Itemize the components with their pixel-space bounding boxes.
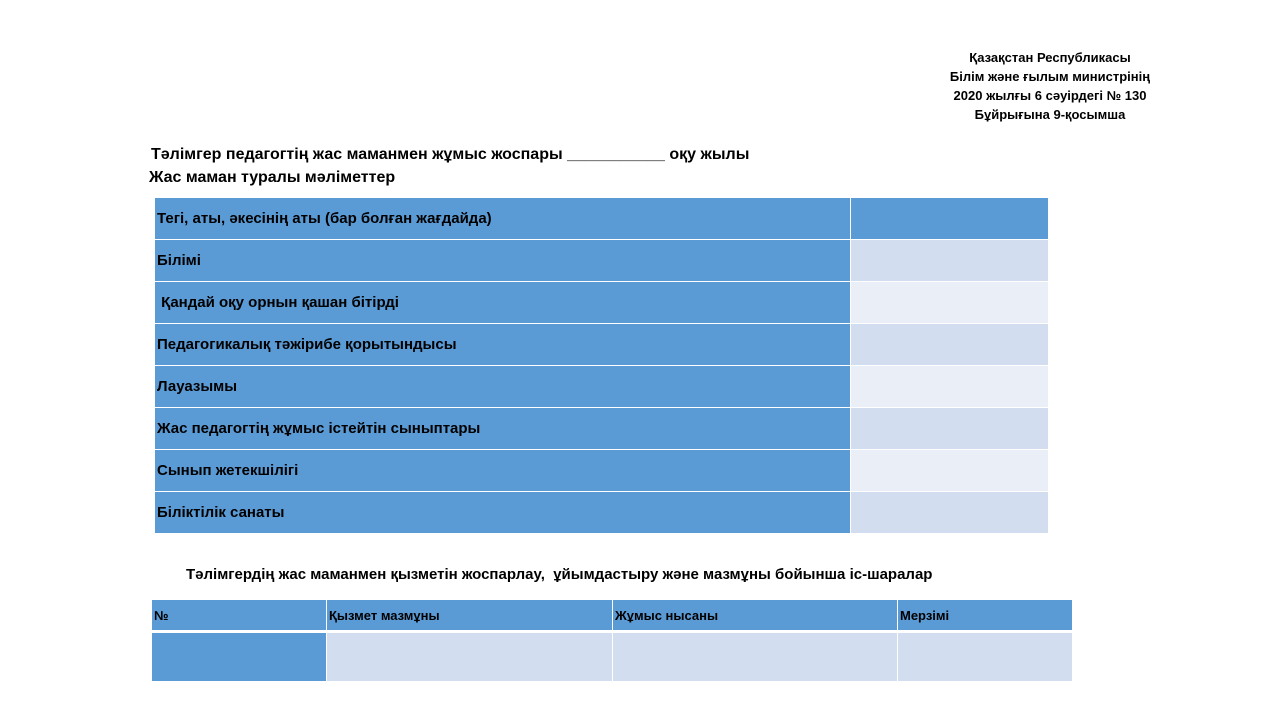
order-annex-note — [850, 48, 1250, 124]
info-label-classes: Жас педагогтің жұмыс істейтін сыныптары — [155, 408, 851, 450]
table-row — [155, 282, 1049, 324]
info-label-full-name: Тегі, аты, әкесінің аты (бар болған жағдайда) — [155, 198, 851, 240]
table-row — [155, 366, 1049, 408]
table-row — [155, 408, 1049, 450]
table-row — [155, 240, 1049, 282]
info-value-class-leadership[interactable] — [851, 450, 1049, 492]
table-row — [155, 198, 1049, 240]
info-value-education[interactable] — [851, 240, 1049, 282]
info-value-qualification[interactable] — [851, 492, 1049, 534]
info-value-graduated[interactable] — [851, 282, 1049, 324]
cell-content[interactable] — [327, 632, 613, 682]
section-title: Тәлімгердің жас маманмен қызметін жоспарлау, ұйымдастыру және мазмұны бойынша іс-шаралар — [186, 566, 933, 583]
info-label-graduated: Қандай оқу орнын қашан бітірді — [155, 282, 851, 324]
document-subtitle: Жас маман туралы мәліметтер — [149, 169, 396, 186]
table-row — [152, 632, 1073, 682]
table-row — [155, 324, 1049, 366]
table-header-row — [152, 600, 1073, 632]
info-label-position: Лауазымы — [155, 366, 851, 408]
cell-number[interactable] — [152, 632, 327, 682]
info-value-position[interactable] — [851, 366, 1049, 408]
column-header-form: Жұмыс нысаны — [613, 600, 898, 632]
cell-form[interactable] — [613, 632, 898, 682]
column-header-deadline: Мерзімі — [898, 600, 1073, 632]
column-header-number: № — [152, 600, 327, 632]
info-label-education: Білімі — [155, 240, 851, 282]
table-row — [155, 450, 1049, 492]
cell-deadline[interactable] — [898, 632, 1073, 682]
info-value-experience[interactable] — [851, 324, 1049, 366]
column-header-content: Қызмет мазмұны — [327, 600, 613, 632]
info-value-classes[interactable] — [851, 408, 1049, 450]
activity-plan-table — [151, 599, 1073, 682]
document-title: Тәлімгер педагогтің жас маманмен жұмыс жоспары ___________ оқу жылы — [151, 146, 750, 163]
info-label-experience: Педагогикалық тәжірибе қорытындысы — [155, 324, 851, 366]
table-row — [155, 492, 1049, 534]
info-label-class-leadership: Сынып жетекшілігі — [155, 450, 851, 492]
info-value-full-name[interactable] — [851, 198, 1049, 240]
annex-line-4: Бұйрығына 9-қосымша — [974, 107, 1126, 122]
annex-line-2: Білім және ғылым министрінің — [949, 69, 1151, 84]
info-label-qualification: Біліктілік санаты — [155, 492, 851, 534]
annex-line-3: 2020 жылғы 6 сәуірдегі № 130 — [953, 88, 1147, 103]
young-specialist-info-table — [154, 197, 1049, 534]
annex-line-1: Қазақстан Республикасы — [969, 50, 1131, 65]
